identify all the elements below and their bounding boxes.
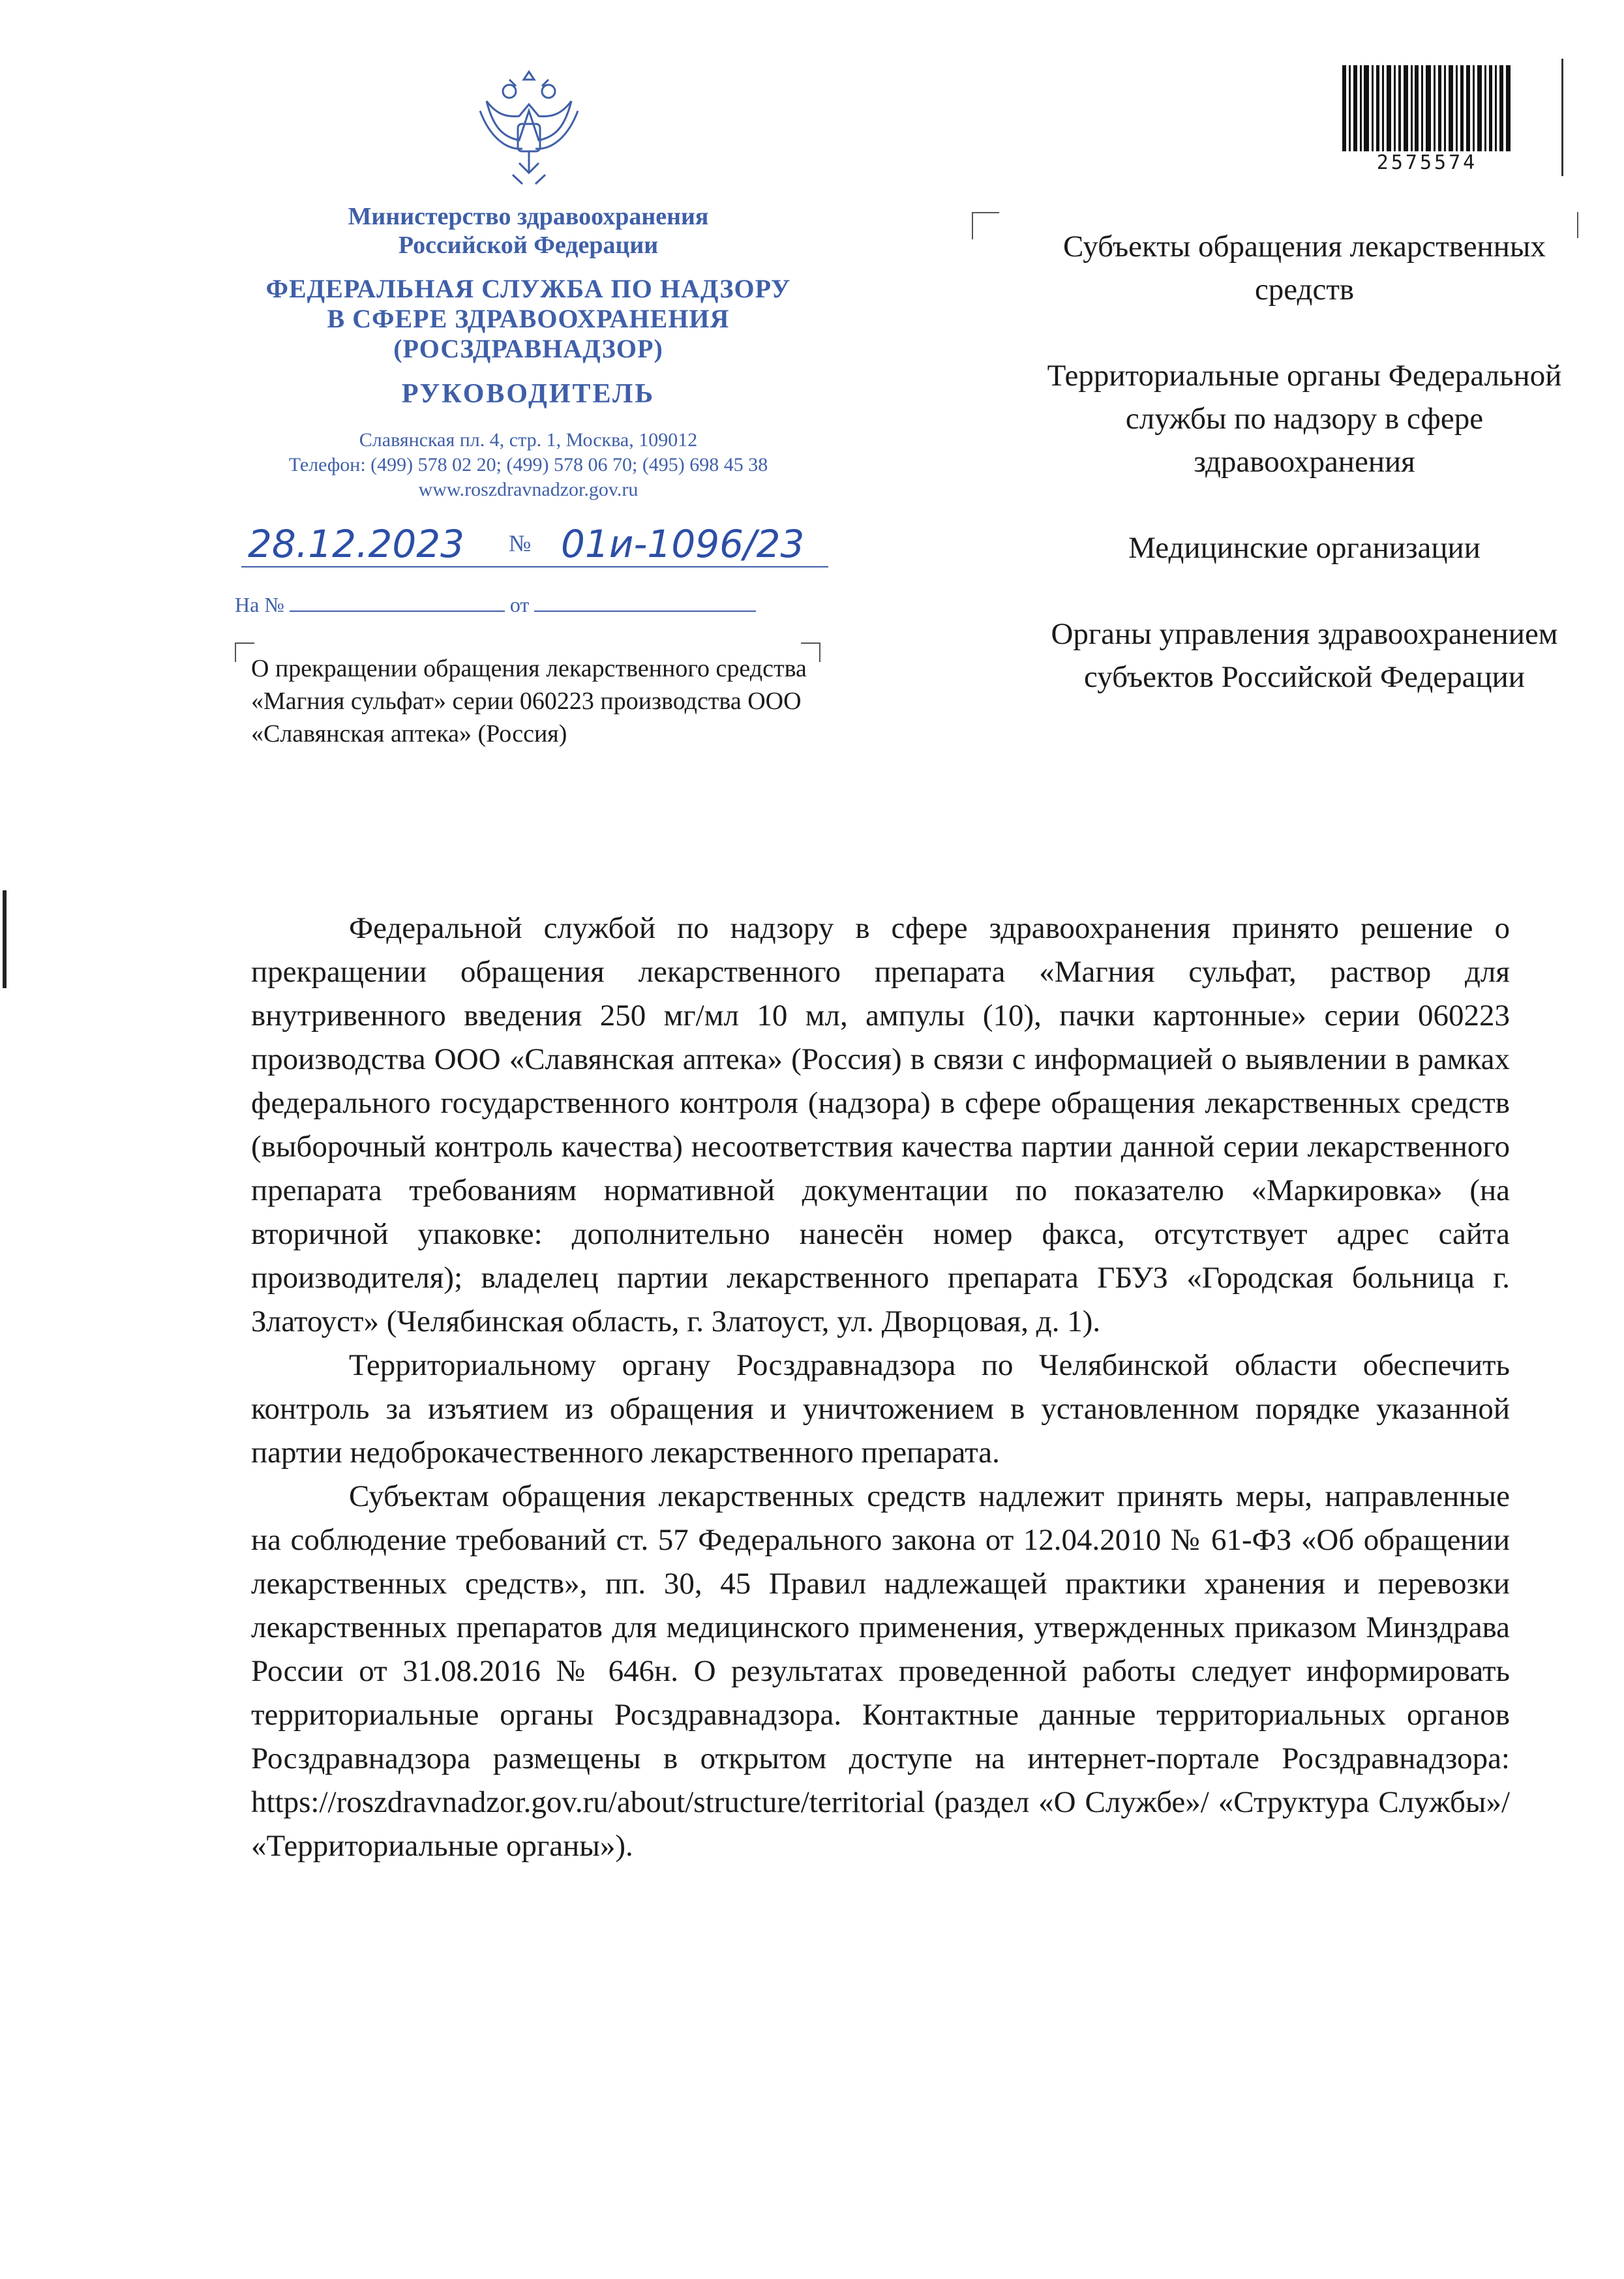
recipient-3: Медицинские организации — [1128, 531, 1481, 565]
ministry-name — [196, 202, 861, 260]
number-sign: № — [509, 530, 532, 556]
scan-edge-line — [1561, 59, 1563, 176]
phones: Телефон: (499) 578 02 20; (499) 578 06 70; (495) 698 45 38 — [288, 454, 768, 475]
registration-underline — [241, 566, 828, 567]
recipient-bracket-left — [972, 212, 999, 239]
recipient-4: Органы управления здравоохранением субъектов Российской Федерации — [1051, 617, 1558, 694]
na-field — [290, 591, 505, 612]
reference-row — [235, 591, 756, 617]
registration-number: 01и-1096/23 — [561, 522, 805, 566]
body-paragraph-2: Территориальному органу Росздравнадзора по Челябинской области обеспечить контроль за изъятием из обращения и уничтожением в установленном порядке указанной партии недоброкачественного лекарственного препарата. — [251, 1348, 1510, 1470]
barcode — [1342, 65, 1511, 151]
ministry-line-2: Российской Федерации — [398, 232, 659, 259]
service-line-2: В СФЕРЕ ЗДРАВООХРАНЕНИЯ — [327, 304, 730, 333]
na-label: На № — [235, 593, 284, 616]
recipients-block — [1017, 225, 1591, 742]
coat-of-arms-emblem — [474, 65, 584, 189]
service-line-1: ФЕДЕРАЛЬНАЯ СЛУЖБА ПО НАДЗОРУ — [265, 274, 791, 303]
barcode-number: 2575574 — [1376, 151, 1478, 174]
recipient-2: Территориальные органы Федеральной службы по надзору в сфере здравоохранения — [1047, 359, 1562, 479]
body-paragraph-1: Федеральной службой по надзору в сфере здравоохранения принято решение о прекращении обращения лекарственного препарата «Магния сульфат, раствор для внутривенного введения 250 мг/мл 10 мл, ампулы (10), пачки картонные» серии 060223 производства ООО «Славянская аптека» (Россия) в связи с информацией о выявлении в рамках федерального государственного контроля (надзора) в сфере обращения лекарственных средств (выборочный контроль качества) несоответствия качества партии данной серии лекарственного препарата требованиям нормативной документации по показателю «Маркировка» (на вторичной упаковке: дополнительно нанесён номер факса, отсутствует адрес сайта производителя); владелец партии лекарственного препарата ГБУЗ «Городская больница г. Златоуст» (Челябинская область, г. Златоуст, ул. Дворцовая, д. 1). — [251, 911, 1510, 1338]
body-paragraph-3: Субъектам обращения лекарственных средств надлежит принять меры, направленные на соблюдение требований ст. 57 Федерального закона от 12.04.2010 № 61-ФЗ «Об обращении лекарственных средств», пп. 30, 45 Правил надлежащей практики хранения и перевозки лекарственных препаратов для медицинского применения, утвержденных приказом Минздрава России от 31.08.2016 № 646н. О результатах проведенной работы следует информировать территориальные органы Росздравнадзора. Контактные данные территориальных органов Росздравнадзора размещены в открытом доступе на интернет-портале Росздравнадзора: https://roszdravnadzor.gov.ru/about/structure/territorial (раздел «О Службе»/ «Структура Службы»/ «Территориальные органы»). — [251, 1479, 1510, 1863]
letter-body — [251, 907, 1510, 1868]
head-title: РУКОВОДИТЕЛЬ — [401, 379, 655, 409]
website: www.roszdravnadzor.gov.ru — [418, 479, 639, 500]
address: Славянская пл. 4, стр. 1, Москва, 109012 — [359, 429, 698, 451]
service-name — [196, 274, 861, 364]
ot-label: от — [509, 593, 530, 616]
recipient-1: Субъекты обращения лекарственных средств — [1063, 230, 1546, 307]
subject-text: О прекращении обращения лекарственного средства «Магния сульфат» серии 060223 производства ООО «Славянская аптека» (Россия) — [251, 655, 807, 747]
ot-field — [534, 591, 756, 612]
ministry-line-1: Министерство здравоохранения — [348, 203, 709, 230]
address-block — [196, 428, 861, 502]
scan-margin-mark — [3, 890, 7, 988]
registration-line — [235, 522, 874, 569]
service-line-3: (РОСЗДРАВНАДЗОР) — [393, 334, 663, 363]
registration-date: 28.12.2023 — [248, 522, 465, 566]
